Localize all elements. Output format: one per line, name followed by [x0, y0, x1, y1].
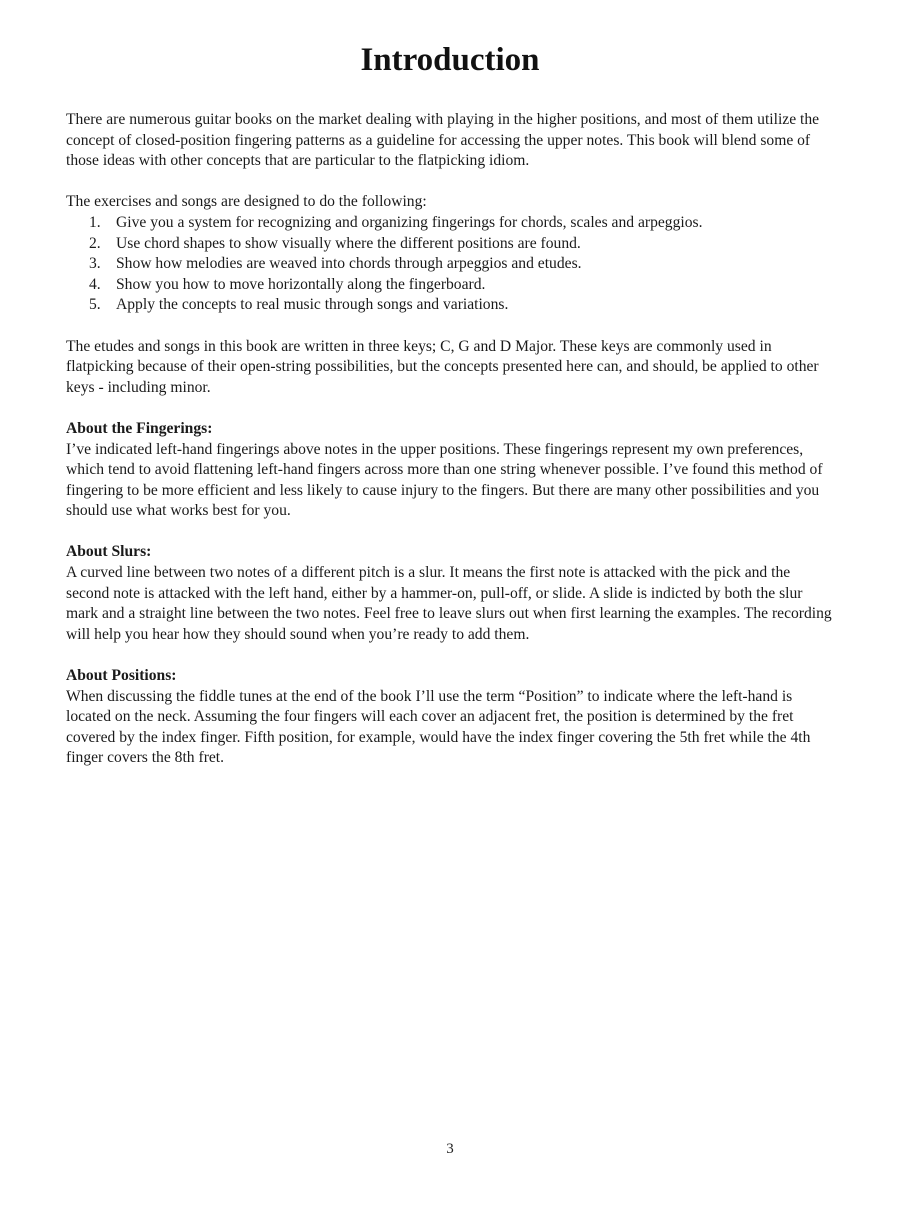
- slurs-body: A curved line between two notes of a different pitch is a slur. It means the first note is attacked with the pick and the second note is attacked with the left hand, either by a hammer-on, pull-off, or slide. A slide is indicted by both the slur mark and a straight line between the two notes. Feel free to leave slurs out when first learning the examples. The recording will help you hear how they should sound when you’re ready to add them.: [66, 564, 832, 643]
- exercises-list: [66, 213, 834, 316]
- list-item-number: 3.: [89, 255, 101, 273]
- positions-heading: About Positions:: [66, 667, 177, 685]
- list-item: [66, 213, 834, 234]
- fingerings-heading: About the Fingerings:: [66, 419, 213, 437]
- list-item: [66, 254, 834, 275]
- list-item: [66, 234, 834, 255]
- fingerings-body: I’ve indicated left-hand fingerings above notes in the upper positions. These fingerings represent my own preferences, which tend to avoid flattening left-hand fingers across more than one string whenever possible. I’ve found this method of fingering to be more efficient and less likely to cause injury to the fingers. But there are many other possibilities and you should use what works best for you.: [66, 440, 823, 520]
- page-title: Introduction: [360, 42, 540, 78]
- exercises-lead: The exercises and songs are designed to do the following:: [66, 193, 427, 211]
- paragraph-gap: [66, 645, 834, 666]
- list-item-text: Show you how to move horizontally along the fingerboard.: [116, 275, 486, 293]
- list-item-text: Apply the concepts to real music through songs and variations.: [116, 296, 509, 314]
- list-item-text: Give you a system for recognizing and organizing fingerings for chords, scales and arpeggios.: [116, 213, 703, 231]
- list-item-text: Show how melodies are weaved into chords through arpeggios and etudes.: [116, 255, 582, 273]
- positions-body: When discussing the fiddle tunes at the end of the book I’ll use the term “Position” to indicate where the left-hand is located on the neck. Assuming the four fingers will each cover an adjacent fret, the position is determined by the fret covered by the index finger. Fifth position, for example, would have the index finger covering the 5th fret while the 4th finger covers the 8th fret.: [66, 687, 811, 767]
- page-content: [66, 110, 834, 769]
- list-item: [66, 295, 834, 316]
- page-number: 3: [446, 1141, 454, 1157]
- keys-paragraph: The etudes and songs in this book are written in three keys; C, G and D Major. These keys are commonly used in flatpicking because of their open-string possibilities, but the concepts presented here can, and should, be applied to other keys - including minor.: [66, 337, 819, 396]
- paragraph-gap: [66, 522, 834, 543]
- intro-paragraph: There are numerous guitar books on the market dealing with playing in the higher positions, and most of them utilize the concept of closed-position fingering patterns as a guideline for accessing the upper notes. This book will blend some of those ideas with other concepts that are particular to the flatpicking idiom.: [66, 111, 820, 170]
- paragraph-gap: [66, 398, 834, 419]
- list-item-number: 2.: [89, 234, 101, 252]
- paragraph-gap: [66, 316, 834, 337]
- list-item-text: Use chord shapes to show visually where the different positions are found.: [116, 234, 581, 252]
- slurs-heading: About Slurs:: [66, 543, 152, 561]
- list-item-number: 5.: [89, 296, 101, 314]
- list-item-number: 1.: [89, 213, 101, 231]
- list-item: [66, 275, 834, 296]
- list-item-number: 4.: [89, 275, 101, 293]
- paragraph-gap: [66, 172, 834, 193]
